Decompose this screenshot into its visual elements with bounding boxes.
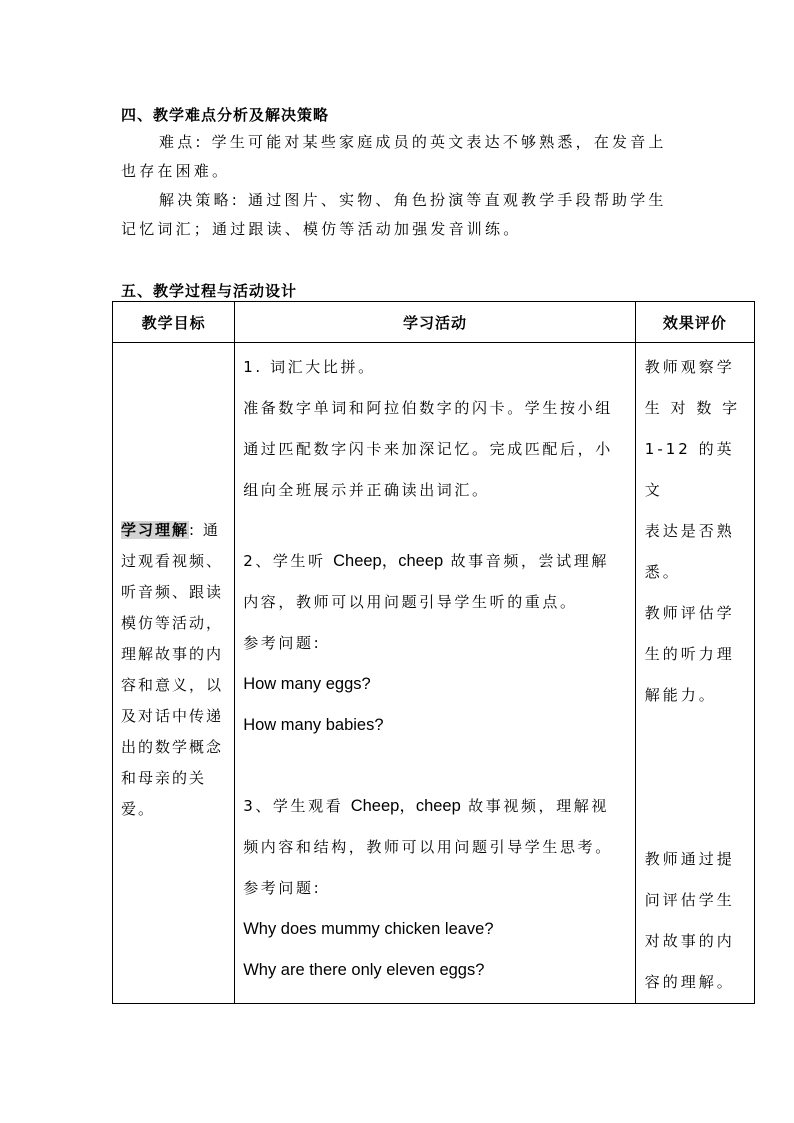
strategy-paragraph: [121, 186, 681, 244]
evaluation-line: 教师观察学: [644, 358, 735, 376]
table-row: [113, 343, 755, 1004]
strategy-line1: 解决策略: 通过图片、实物、角色扮演等直观教学手段帮助学生: [159, 191, 667, 209]
header-evaluation: 效果评价: [635, 302, 754, 343]
evaluation-line: 生的听力理: [644, 645, 735, 663]
activity-3-question: Why are there only eleven eggs?: [243, 961, 485, 979]
evaluation-2: [645, 593, 750, 716]
evaluation-line: 教师通过提: [644, 850, 735, 868]
evaluation-3: [645, 716, 750, 1003]
activity-2-line: 内容，教师可以用问题引导学生听的重点。: [243, 593, 578, 611]
activity-2-line: 2、学生听 Cheep，cheep 故事音频，尝试理解: [243, 552, 609, 570]
goal-cell: [113, 343, 235, 1004]
evaluation-line: 教师评估学: [644, 604, 735, 622]
section5-title: 五、教学过程与活动设计: [121, 282, 298, 300]
activity-1-line: 组向全班展示并正确读出词汇。: [243, 481, 490, 499]
activity-1: [243, 343, 629, 511]
evaluation-line: 悉。: [644, 563, 681, 581]
activity-3: [243, 786, 629, 991]
activity-1-line: 准备数字单词和阿拉伯数字的闪卡。学生按小组: [243, 399, 613, 417]
section4-title: 四、教学难点分析及解决策略: [121, 106, 330, 124]
evaluation-line: 容的理解。: [644, 973, 735, 991]
goal-description: : 通过观看视频、听音频、跟读模仿等活动，理解故事的内容和意义，以及对话中传递出的数学概念和母亲的关爱。: [121, 521, 224, 818]
activity-2-line: 参考问题:: [243, 634, 322, 652]
evaluation-1: [645, 343, 750, 593]
evaluation-line: 表达是否熟: [644, 522, 735, 540]
activity-3-question: Why does mummy chicken leave?: [243, 920, 494, 938]
activity-2-question: How many babies?: [243, 716, 384, 734]
evaluation-line: 问评估学生: [644, 891, 735, 909]
activities-cell: [235, 343, 636, 1004]
activity-1-line: 通过匹配数字闪卡来加深记忆。完成匹配后，小: [243, 440, 613, 458]
table-header-row: [113, 302, 755, 343]
evaluation-line: 1-12 的英文: [644, 440, 735, 499]
difficulty-paragraph: [121, 128, 681, 186]
strategy-line2: 记忆词汇；通过跟读、模仿等活动加强发音训练。: [121, 220, 522, 238]
activity-3-line: 频内容和结构，教师可以用问题引导学生思考。: [243, 838, 613, 856]
lesson-plan-table: [112, 301, 755, 1004]
difficulty-line2: 也存在困难。: [121, 162, 231, 180]
evaluation-cell: [635, 343, 754, 1004]
activity-3-line: 3、学生观看 Cheep，cheep 故事视频，理解视: [243, 797, 609, 815]
evaluation-line: 生 对 数 字: [644, 399, 741, 417]
activity-2: [243, 541, 629, 746]
goal-text: [113, 343, 234, 825]
header-goal: 教学目标: [113, 302, 235, 343]
evaluation-line: 对故事的内: [644, 932, 735, 950]
difficulty-line1: 难点: 学生可能对某些家庭成员的英文表达不够熟悉，在发音上: [159, 133, 667, 151]
header-activity: 学习活动: [235, 302, 636, 343]
goal-highlight: 学习理解: [121, 521, 190, 539]
activity-3-line: 参考问题:: [243, 879, 322, 897]
activity-2-question: How many eggs?: [243, 675, 371, 693]
evaluation-line: 解能力。: [644, 686, 717, 704]
activity-1-line: 1. 词汇大比拼。: [243, 358, 376, 376]
